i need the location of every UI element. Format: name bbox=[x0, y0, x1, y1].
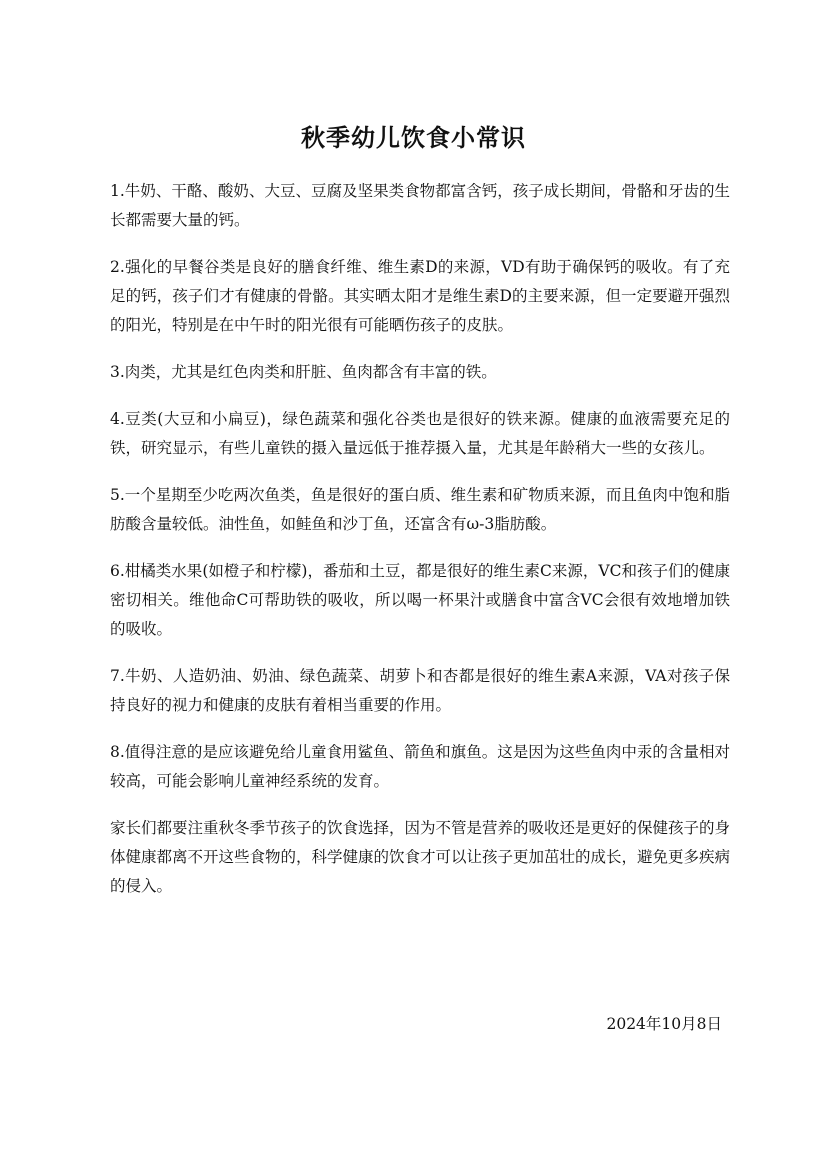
document-body bbox=[110, 177, 730, 919]
paragraph-1: 1.牛奶、干酪、酸奶、大豆、豆腐及坚果类食物都富含钙，孩子成长期间，骨骼和牙齿的生长都需要大量的钙。 bbox=[110, 182, 730, 229]
closing-paragraph: 家长们都要注重秋冬季节孩子的饮食选择，因为不管是营养的吸收还是更好的保健孩子的身体健康都离不开这些食物的，科学健康的饮食才可以让孩子更加茁壮的成长，避免更多疾病的侵入。 bbox=[110, 819, 731, 895]
paragraph-4: 4.豆类(大豆和小扁豆)，绿色蔬菜和强化谷类也是很好的铁来源。健康的血液需要充足的铁，研究显示，有些儿童铁的摄入量远低于推荐摄入量，尤其是年龄稍大一些的女孩儿。 bbox=[110, 410, 730, 457]
paragraph-6: 6.柑橘类水果(如橙子和柠檬)，番茄和土豆，都是很好的维生素C来源，VC和孩子们的健康密切相关。维他命C可帮助铁的吸收，所以喝一杯果汁或膳食中富含VC会很有效地增加铁的吸收。 bbox=[110, 562, 730, 638]
paragraph-2: 2.强化的早餐谷类是良好的膳食纤维、维生素D的来源，VD有助于确保钙的吸收。有了充足的钙，孩子们才有健康的骨骼。其实晒太阳才是维生素D的主要来源，但一定要避开强烈的阳光，特别是在中午时的阳光很有可能晒伤孩子的皮肤。 bbox=[110, 258, 730, 334]
paragraph-3: 3.肉类，尤其是红色肉类和肝脏、鱼肉都含有丰富的铁。 bbox=[110, 363, 497, 381]
document-title: 秋季幼儿饮食小常识 bbox=[301, 123, 526, 152]
paragraph-8: 8.值得注意的是应该避免给儿童食用鲨鱼、箭鱼和旗鱼。这是因为这些鱼肉中汞的含量相对较高，可能会影响儿童神经系统的发育。 bbox=[110, 743, 730, 790]
document-date: 2024年10月8日 bbox=[606, 1015, 722, 1033]
paragraph-7: 7.牛奶、人造奶油、奶油、绿色蔬菜、胡萝卜和杏都是很好的维生素A来源，VA对孩子保持良好的视力和健康的皮肤有着相当重要的作用。 bbox=[110, 667, 730, 714]
paragraph-5: 5.一个星期至少吃两次鱼类，鱼是很好的蛋白质、维生素和矿物质来源，而且鱼肉中饱和脂肪酸含量较低。油性鱼，如鲑鱼和沙丁鱼，还富含有ω-3脂肪酸。 bbox=[110, 486, 730, 533]
